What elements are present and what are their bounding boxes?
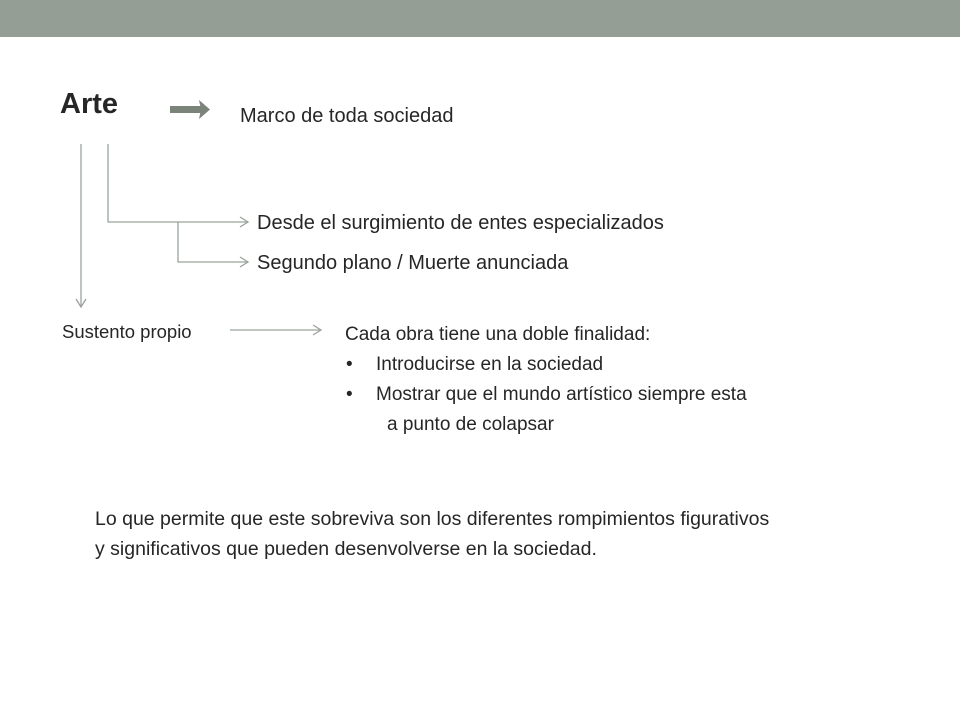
desde-label: Desde el surgimiento de entes especializados [257, 212, 664, 234]
list-item-text: Mostrar que el mundo artístico siempre esta [376, 384, 747, 405]
connector-arte-sustento [76, 144, 86, 307]
list-item [345, 350, 905, 380]
list-item [345, 380, 905, 410]
connector-sustento-finalidad [230, 325, 321, 335]
finalidad-continuation: a punto de colapsar [387, 414, 554, 435]
list-item-text: Introducirse en la sociedad [376, 354, 604, 375]
conclusion-line-2: y significativos que pueden desenvolverse en la sociedad. [95, 538, 597, 560]
bullet-icon: • [346, 354, 353, 375]
finalidad-list [345, 350, 905, 410]
conclusion-line-1: Lo que permite que este sobreviva son los diferentes rompimientos figurativos [95, 508, 770, 530]
marco-label: Marco de toda sociedad [240, 105, 454, 127]
connector-arte-desde [108, 144, 248, 227]
arrow-shaft [170, 106, 202, 113]
connector-arte-segundo [178, 222, 248, 267]
segundo-label: Segundo plano / Muerte anunciada [257, 252, 569, 274]
right-arrow-icon [170, 100, 210, 119]
bullet-icon: • [346, 384, 353, 405]
conclusion-paragraph [95, 504, 935, 564]
slide-title: Arte [60, 88, 119, 120]
finalidad-intro: Cada obra tiene una doble finalidad: [345, 324, 651, 345]
sustento-label: Sustento propio [62, 321, 192, 342]
finalidad-block [345, 320, 905, 440]
